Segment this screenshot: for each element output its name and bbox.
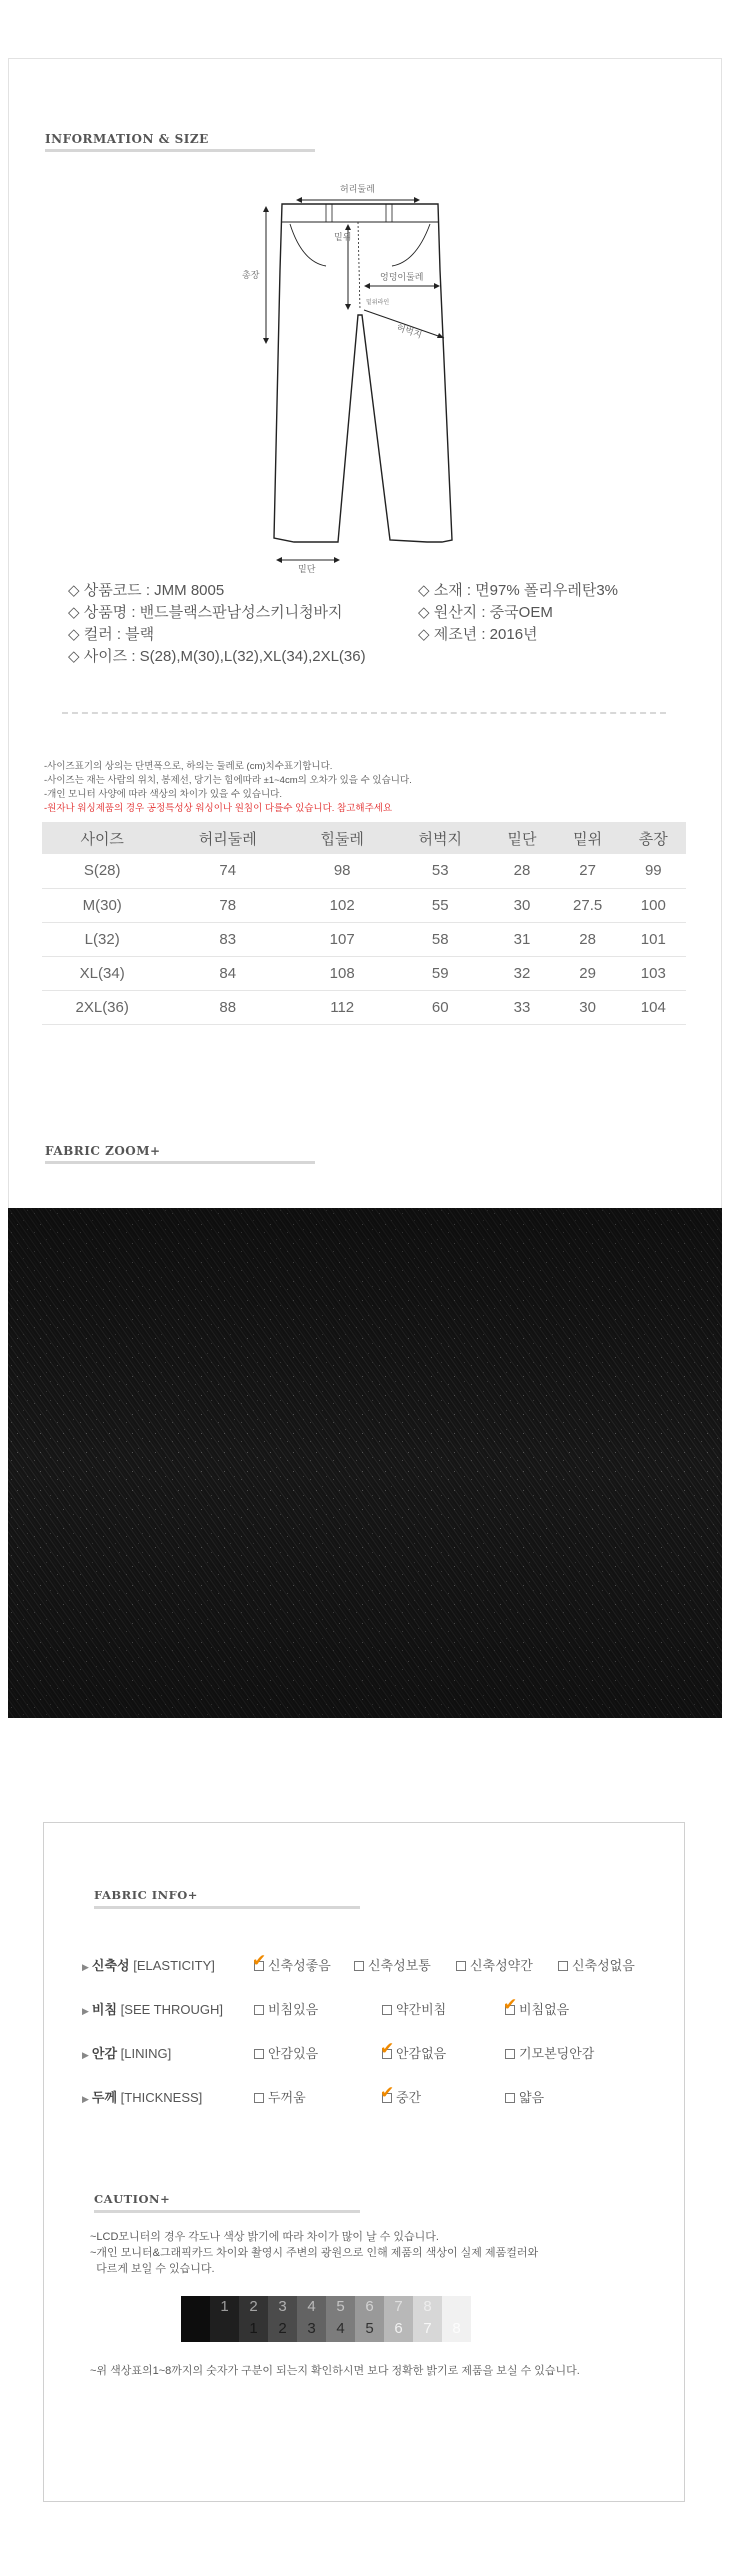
- checkbox: [558, 1961, 568, 1971]
- table-cell: L(32): [42, 922, 162, 956]
- triangle-bullet-icon: ▶: [82, 2006, 89, 2016]
- option-lining-no: ✔ 안감없음: [380, 2039, 447, 2061]
- option-elasticity-normal: 신축성보통: [354, 1955, 431, 1974]
- table-cell: 30: [555, 990, 621, 1024]
- table-row: [42, 956, 686, 990]
- checkbox: [505, 2093, 515, 2103]
- option-elasticity-good: ✔ 신축성좋음: [252, 1951, 331, 1973]
- table-cell: XL(34): [42, 956, 162, 990]
- hem-label: 밑단: [298, 565, 316, 575]
- triangle-bullet-icon: ▶: [82, 1962, 89, 1972]
- table-cell: 31: [489, 922, 554, 956]
- spec-item: ◇ 사이즈 : S(28),M(30),L(32),XL(34),2XL(36): [68, 648, 366, 665]
- dashed-divider: [62, 712, 666, 714]
- table-cell: 102: [293, 888, 391, 922]
- caution-line: 다르게 보일 수 있습니다.: [90, 2263, 215, 2275]
- spec-item: ◇ 원산지 : 중국OEM: [418, 604, 553, 621]
- section-title-fabric-info: FABRIC INFO+: [94, 1888, 198, 1902]
- checkbox: [354, 1961, 364, 1971]
- swatch-number-bottom: 5: [365, 2320, 374, 2337]
- spec-item: ◇ 소재 : 면97% 폴리우레탄3%: [418, 582, 618, 599]
- caution-footer: ~위 색상표의1~8까지의 숫자가 구분이 되는지 확인하시면 보다 정확한 밝기로 제품을 보실 수 있습니다.: [90, 2365, 580, 2377]
- fabric-zoom-image: [8, 1208, 722, 1718]
- spec-list-left: [68, 580, 366, 668]
- table-cell: 55: [391, 888, 489, 922]
- fabric-texture: [8, 1208, 722, 1718]
- table-cell: 2XL(36): [42, 990, 162, 1024]
- table-cell: 112: [293, 990, 391, 1024]
- table-cell: 58: [391, 922, 489, 956]
- swatch-number-top: 3: [278, 2298, 287, 2315]
- swatch-number-top: 5: [336, 2298, 345, 2315]
- checkbox: [254, 2093, 264, 2103]
- swatch-number-bottom: 6: [394, 2320, 403, 2337]
- table-cell: 108: [293, 956, 391, 990]
- fabric-row-elasticity: [82, 1951, 635, 1974]
- table-cell: 29: [555, 956, 621, 990]
- check-mark-icon: ✔: [380, 2039, 395, 2058]
- option-thickness-thick: 두꺼움: [254, 2087, 306, 2106]
- swatch-number-top: 1: [220, 2298, 229, 2315]
- triangle-bullet-icon: ▶: [82, 2094, 89, 2104]
- swatch-number-top: 4: [307, 2298, 316, 2315]
- table-cell: 83: [162, 922, 293, 956]
- table-cell: 99: [621, 854, 686, 888]
- table-row: [42, 888, 686, 922]
- brightness-swatch: [268, 2296, 297, 2342]
- triangle-bullet-icon: ▶: [82, 2050, 89, 2060]
- option-thickness-thin: 얇음: [505, 2087, 544, 2106]
- table-cell: 78: [162, 888, 293, 922]
- table-cell: 88: [162, 990, 293, 1024]
- fabric-row-label: ▶ 비침 [SEE THROUGH]: [82, 2002, 223, 2017]
- fabric-row-label: ▶ 신축성 [ELASTICITY]: [82, 1958, 215, 1973]
- swatch-number-bottom: 4: [336, 2320, 345, 2337]
- table-cell: 60: [391, 990, 489, 1024]
- size-table-header: [42, 822, 686, 854]
- fabric-row-thickness: [82, 2083, 545, 2106]
- option-see-through-none: ✔ 비침없음: [503, 1995, 570, 2017]
- brightness-swatch: [326, 2296, 355, 2342]
- table-cell: 74: [162, 854, 293, 888]
- section-underline: [94, 1906, 360, 1909]
- table-row: [42, 922, 686, 956]
- swatch-number-top: 8: [423, 2298, 432, 2315]
- fabric-row-see-through: [82, 1995, 570, 2018]
- spec-item: ◇ 제조년 : 2016년: [418, 626, 538, 643]
- size-note: -사이즈는 재는 사람의 위치, 봉제선, 당기는 힘에따라 ±1~4cm의 오차가 있을 수 있습니다.: [44, 775, 412, 786]
- option-lining-yes: 안감있음: [254, 2043, 318, 2062]
- table-cell: 30: [489, 888, 554, 922]
- check-mark-icon: ✔: [380, 2083, 395, 2102]
- swatch-number-bottom: 3: [307, 2320, 316, 2337]
- fabric-row-label: ▶ 안감 [LINING]: [82, 2046, 172, 2061]
- brightness-swatch: [297, 2296, 326, 2342]
- checkbox: [456, 1961, 466, 1971]
- table-cell: 27: [555, 854, 621, 888]
- swatch-number-bottom: 7: [423, 2320, 432, 2337]
- size-table: [42, 822, 686, 1025]
- swatch-number-bottom: 8: [452, 2320, 461, 2337]
- swatch-number-top: 2: [249, 2298, 258, 2315]
- check-mark-icon: ✔: [252, 1951, 267, 1970]
- col-header: 허벅지: [391, 822, 489, 854]
- spec-item: ◇ 상품명 : 밴드블랙스판남성스키니청바지: [68, 604, 343, 621]
- swatch-number-top: 6: [365, 2298, 374, 2315]
- option-see-through-slight: 약간비침: [382, 1999, 446, 2018]
- option-elasticity-slight: 신축성약간: [456, 1955, 533, 1974]
- section-underline: [94, 2210, 360, 2213]
- option-see-through-yes: 비침있음: [254, 1999, 318, 2018]
- brightness-swatch: [384, 2296, 413, 2342]
- table-cell: 28: [555, 922, 621, 956]
- brightness-swatch: [239, 2296, 268, 2342]
- waist-label: 허리둘레: [340, 185, 375, 195]
- hip-label: 엉덩이둘레: [380, 273, 424, 283]
- brightness-swatch: [442, 2296, 471, 2342]
- spec-item: ◇ 컬러 : 블랙: [68, 626, 155, 643]
- size-note-warning: -원자나 워싱제품의 경우 공정특성상 워싱이나 원침이 다를수 있습니다. 참고해주세요: [44, 803, 393, 814]
- table-cell: 103: [621, 956, 686, 990]
- section-underline: [45, 1161, 315, 1164]
- pants-diagram: [230, 170, 480, 580]
- brightness-swatch-strip: [181, 2296, 471, 2342]
- rise-line-label: 밑위라인: [366, 299, 390, 306]
- table-cell: 53: [391, 854, 489, 888]
- spec-item: ◇ 상품코드 : JMM 8005: [68, 582, 225, 599]
- fabric-info-box: [43, 1822, 685, 2502]
- col-header: 허리둘레: [162, 822, 293, 854]
- col-header: 밑단: [489, 822, 554, 854]
- table-cell: 104: [621, 990, 686, 1024]
- table-cell: 107: [293, 922, 391, 956]
- swatch-number-top: 7: [394, 2298, 403, 2315]
- caution-line: ~개인 모니터&그래픽카드 차이와 촬영시 주변의 광원으로 인해 제품의 색상이 실제 제품컬러와: [90, 2247, 539, 2259]
- table-cell: 59: [391, 956, 489, 990]
- length-label: 총장: [242, 271, 260, 281]
- section-title-fabric-zoom: FABRIC ZOOM+: [45, 1144, 161, 1158]
- table-cell: M(30): [42, 888, 162, 922]
- option-thickness-medium: ✔ 중간: [380, 2083, 422, 2105]
- table-cell: 33: [489, 990, 554, 1024]
- size-note: -개인 모니터 사양에 따라 색상의 차이가 있을 수 있습니다.: [44, 789, 282, 800]
- col-header: 밑위: [555, 822, 621, 854]
- spec-list-right: [418, 580, 618, 646]
- col-header: 힙둘레: [293, 822, 391, 854]
- fabric-row-label: ▶ 두께 [THICKNESS]: [82, 2090, 203, 2105]
- swatch-number-bottom: 1: [249, 2320, 258, 2337]
- section-title-caution: CAUTION+: [94, 2192, 171, 2206]
- caution-line: ~LCD모니터의 경우 각도나 색상 밝기에 따라 차이가 많이 날 수 있습니다.: [90, 2231, 439, 2243]
- section-underline: [45, 149, 315, 152]
- table-cell: 98: [293, 854, 391, 888]
- size-note: -사이즈표기의 상의는 단면폭으로, 하의는 둘레로 (cm)치수표기합니다.: [44, 761, 333, 772]
- table-cell: S(28): [42, 854, 162, 888]
- checkbox: [254, 2005, 264, 2015]
- table-row: [42, 854, 686, 888]
- table-cell: 28: [489, 854, 554, 888]
- rise-label: 밑위: [334, 233, 352, 243]
- table-row: [42, 990, 686, 1024]
- fabric-row-lining: [82, 2039, 595, 2062]
- checkbox: [382, 2005, 392, 2015]
- option-lining-bonded: 기모본딩안감: [505, 2043, 594, 2062]
- brightness-swatch: [181, 2296, 210, 2342]
- col-header: 사이즈: [42, 822, 162, 854]
- swatch-number-bottom: 2: [278, 2320, 287, 2337]
- table-cell: 32: [489, 956, 554, 990]
- checkbox: [505, 2049, 515, 2059]
- thigh-label: 허벅지: [395, 323, 423, 341]
- table-cell: 84: [162, 956, 293, 990]
- col-header: 총장: [621, 822, 686, 854]
- brightness-swatch: [210, 2296, 239, 2342]
- section-title-information: INFORMATION & SIZE: [45, 132, 209, 146]
- table-cell: 100: [621, 888, 686, 922]
- table-cell: 27.5: [555, 888, 621, 922]
- checkbox: [254, 2049, 264, 2059]
- brightness-swatch: [413, 2296, 442, 2342]
- brightness-swatch: [355, 2296, 384, 2342]
- option-elasticity-none: 신축성없음: [558, 1955, 635, 1974]
- table-cell: 101: [621, 922, 686, 956]
- check-mark-icon: ✔: [503, 1995, 518, 2014]
